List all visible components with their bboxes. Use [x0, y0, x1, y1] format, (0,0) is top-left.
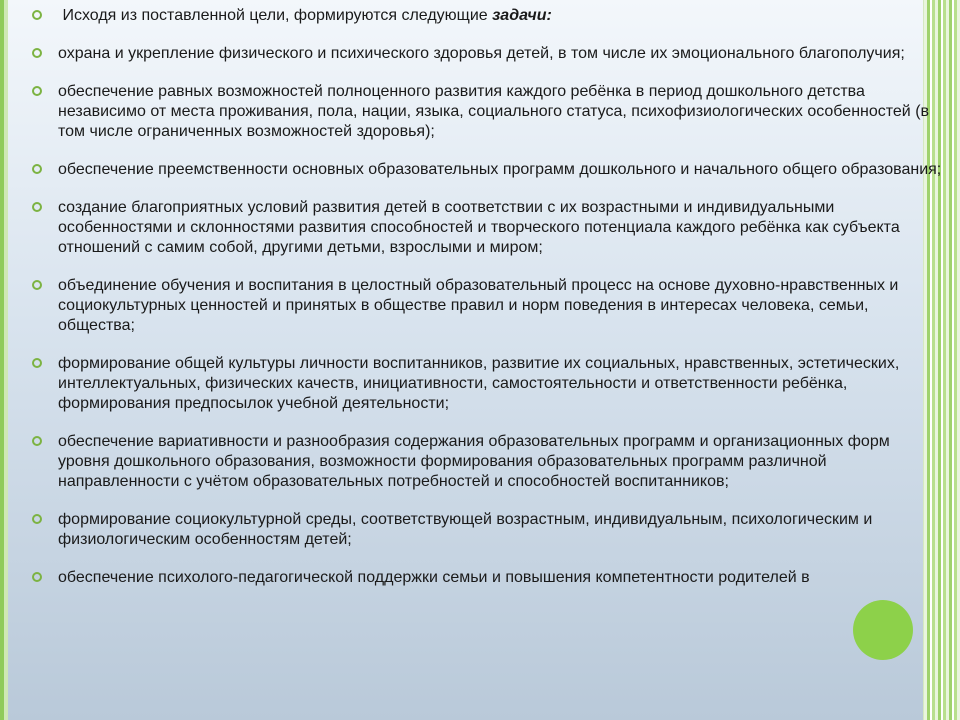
list-item	[30, 82, 942, 142]
bullet-icon	[32, 164, 42, 174]
list-item-text: объединение обучения и воспитания в целостный образовательный процесс на основе духовно-нравственных и социокультурных ценностей и принятых в обществе правил и норм поведения в интересах человека, семьи, общества;	[58, 277, 899, 334]
bullet-icon	[32, 514, 42, 524]
list-item-text: обеспечение психолого-педагогической поддержки семьи и повышения компетентности родителей в	[58, 569, 810, 586]
list-item	[30, 276, 942, 336]
list-item-text: обеспечение вариативности и разнообразия содержания образовательных программ и организационных форм уровня дошкольного образования, возможности формирования образовательных программ различной направленности с учётом образовательных потребностей и способностей воспитанников;	[58, 433, 890, 490]
list-item-text: обеспечение преемственности основных образовательных программ дошкольного и начального общего образования;	[58, 161, 942, 178]
list-item-text: создание благоприятных условий развития детей в соответствии с их возрастными и индивидуальными особенностями и склонностями развития способностей и творческого потенциала каждого ребёнка как субъекта отношений с самим собой, другими детьми, взрослыми и миром;	[58, 199, 900, 256]
bullet-icon	[32, 48, 42, 58]
list-item	[30, 160, 942, 180]
green-circle-decoration	[853, 600, 913, 660]
bullet-icon	[32, 436, 42, 446]
bullet-icon	[32, 358, 42, 368]
intro-line	[30, 6, 942, 26]
bullet-icon	[32, 280, 42, 290]
bullet-icon	[32, 572, 42, 582]
list-item	[30, 354, 942, 414]
intro-emphasis: задачи	[492, 7, 547, 24]
list-item-text: формирование социокультурной среды, соответствующей возрастным, индивидуальным, психологическим и физиологическим особенностям детей;	[58, 511, 873, 548]
left-decorative-bar	[0, 0, 8, 720]
intro-text: Исходя из поставленной цели, формируются следующие задачи:	[62, 7, 552, 24]
list-item-text: формирование общей культуры личности воспитанников, развитие их социальных, нравственных, эстетических, интеллектуальных, физических качеств, инициативности, самостоятельности и ответственности ребёнка, формирования предпосылок учебной деятельности;	[58, 355, 900, 412]
list-item	[30, 510, 942, 550]
bullet-icon	[32, 202, 42, 212]
list-item	[30, 44, 942, 64]
list-item-text: охрана и укрепление физического и психического здоровья детей, в том числе их эмоционального благополучия;	[58, 45, 905, 62]
list-item-text: обеспечение равных возможностей полноценного развития каждого ребёнка в период дошкольного детства независимо от места проживания, пола, нации, языка, социального статуса, психофизиологических особенностей (в том числе ограниченных возможностей здоровья);	[58, 83, 930, 140]
task-list	[30, 6, 942, 606]
list-item	[30, 432, 942, 492]
list-item	[30, 198, 942, 258]
list-item	[30, 568, 942, 588]
bullet-icon	[32, 86, 42, 96]
bullet-icon	[32, 10, 42, 20]
